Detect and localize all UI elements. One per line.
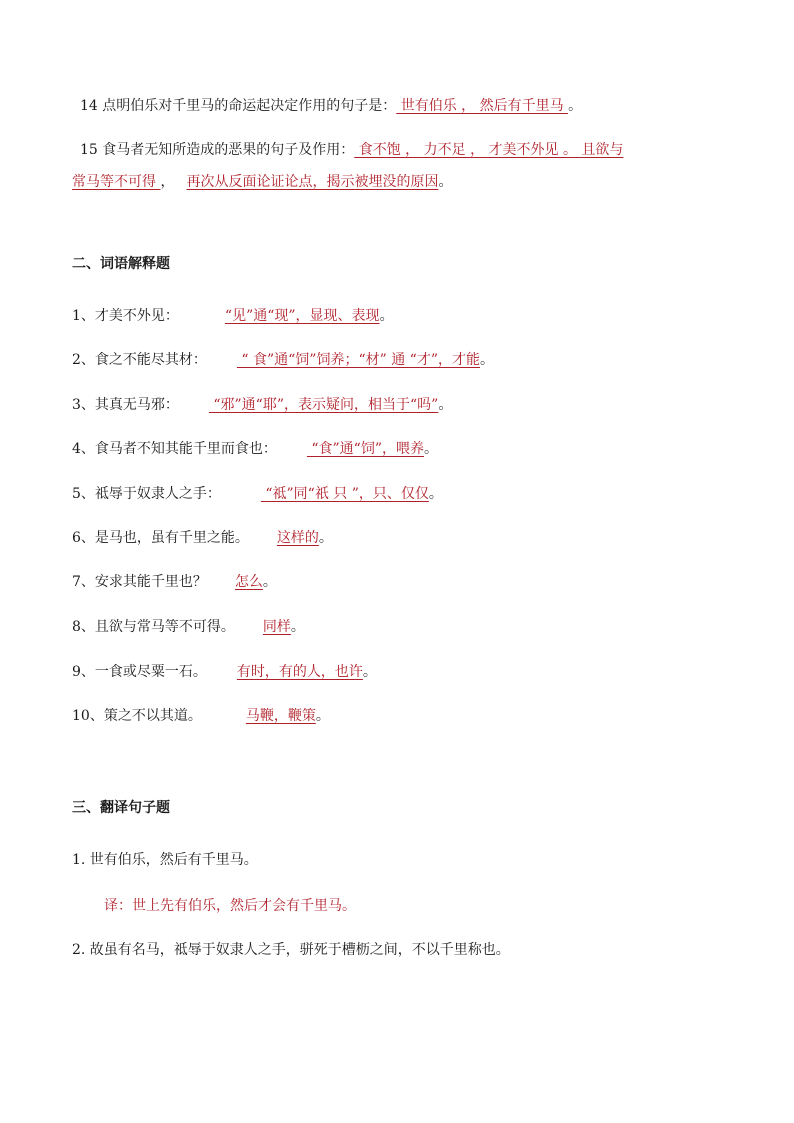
vocab-item-7 [72, 572, 277, 592]
section-heading-translation: 三、翻译句子题 [72, 800, 170, 816]
vocab-answer: “见”通“现”，显现、表现 [224, 308, 380, 324]
question-15-line2 [72, 172, 452, 192]
vocab-question: 2、食之不能尽其材： [72, 352, 207, 368]
vocab-end: 。 [315, 708, 330, 724]
vocab-answer: 这样的 [276, 530, 319, 546]
question-15-separator: ， [160, 174, 175, 190]
vocab-question: 10、策之不以其道。 [72, 708, 202, 724]
vocab-item-10 [72, 706, 330, 726]
vocab-end: 。 [262, 574, 277, 590]
question-14-prompt: 14 点明伯乐对千里马的命运起决定作用的句子是： [80, 98, 397, 114]
vocab-item-8 [72, 617, 305, 637]
vocab-question: 9、一食或尽粟一石。 [72, 664, 207, 680]
vocab-item-3 [72, 395, 452, 415]
vocab-end: 。 [290, 619, 305, 635]
section-heading-vocabulary: 二、词语解释题 [72, 256, 170, 272]
vocab-question: 6、是马也，虽有千里之能。 [72, 530, 249, 546]
vocab-question: 3、其真无马邪： [72, 397, 179, 413]
question-14-end: 。 [568, 98, 583, 114]
vocab-end: 。 [318, 530, 333, 546]
question-15-line1 [80, 140, 623, 160]
vocab-answer: “祗”同“祇 只 ”，只、仅仅 [260, 486, 429, 502]
question-15-prompt: 15 食马者无知所造成的恶果的句子及作用： [80, 142, 355, 158]
vocab-item-5 [72, 484, 443, 504]
translation-answer-1: 译：世上先有伯乐，然后才会有千里马。 [104, 898, 356, 914]
vocab-answer: “ 食”通“饲”饲养；“材” 通 “才”，才能 [236, 352, 480, 368]
vocab-answer: 怎么 [234, 574, 263, 590]
vocab-question: 8、且欲与常马等不可得。 [72, 619, 235, 635]
vocab-question: 5、祗辱于奴隶人之手： [72, 486, 221, 502]
question-14-answer: 世有伯乐 ， 然后有千里马 [396, 98, 569, 114]
vocab-end: 。 [479, 352, 494, 368]
vocab-end: 。 [379, 308, 394, 324]
vocab-item-4 [72, 439, 438, 459]
translation-sentence-1: 1. 世有伯乐，然后有千里马。 [72, 852, 258, 868]
vocab-end: 。 [428, 486, 443, 502]
vocab-question: 4、食马者不知其能千里而食也： [72, 441, 277, 457]
vocab-answer: 同样 [262, 619, 291, 635]
vocab-item-6 [72, 528, 333, 548]
vocab-question: 1、才美不外见： [72, 308, 179, 324]
question-15-answer-part2: 常马等不可得 [72, 174, 161, 190]
vocab-item-9 [72, 662, 377, 682]
vocab-answer: “邪”通“耶”，表示疑问，相当于“吗” [208, 397, 439, 413]
vocab-answer: 有时，有的人，也许 [236, 664, 363, 680]
question-15-answer-part1: 食不饱 ， 力不足 ， 才美不外见 。 且欲与 [354, 142, 624, 158]
vocab-end: 。 [362, 664, 377, 680]
vocab-answer: 马鞭，鞭策 [245, 708, 316, 724]
vocab-question: 7、安求其能千里也？ [72, 574, 207, 590]
vocab-item-1 [72, 306, 394, 326]
question-15-end: 。 [438, 174, 453, 190]
vocab-answer: “食”通“饲”，喂养 [306, 441, 425, 457]
vocab-item-2 [72, 350, 494, 370]
question-15-answer-part3: 再次从反面论证论点，揭示被埋没的原因 [186, 174, 439, 190]
translation-sentence-2: 2. 故虽有名马，祗辱于奴隶人之手，骈死于槽枥之间，不以千里称也。 [72, 942, 510, 958]
vocab-end: 。 [438, 397, 453, 413]
vocab-end: 。 [424, 441, 439, 457]
question-14 [80, 96, 582, 116]
